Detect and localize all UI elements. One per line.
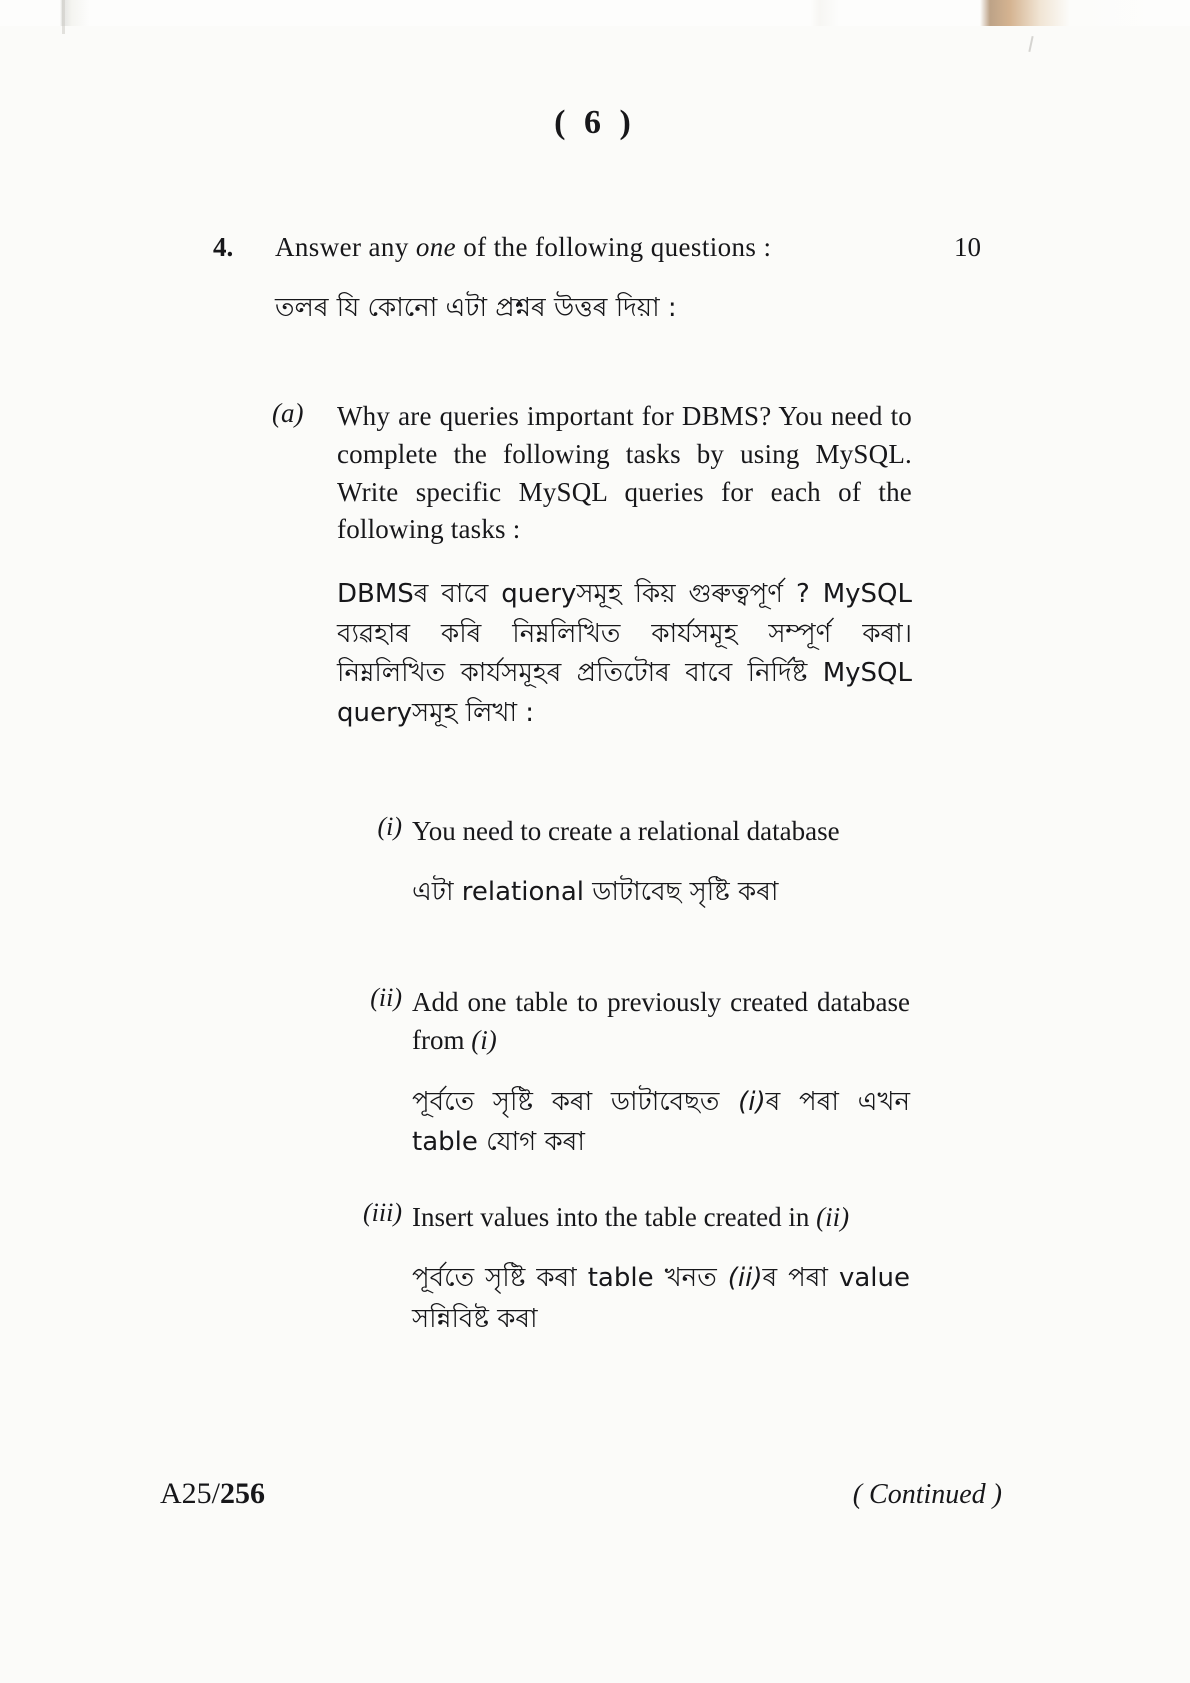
sub-item-ii-label: (ii) bbox=[370, 983, 402, 1012]
sub-item-iii bbox=[340, 1198, 910, 1339]
scan-artifact-top-edge bbox=[0, 0, 1190, 26]
sub-item-ii-en-pre: Add one table to previously created database from bbox=[412, 987, 910, 1056]
sub-item-iii-as-post: ৰ পৰা value সন্নিবিষ্ট কৰা bbox=[412, 1263, 911, 1334]
sub-item-iii-text-assamese bbox=[412, 1258, 910, 1339]
part-a-body bbox=[337, 398, 912, 733]
sub-item-ii-as-reference: (i) bbox=[738, 1086, 766, 1117]
sub-item-ii-en-reference: (i) bbox=[471, 1025, 497, 1056]
sub-item-ii bbox=[340, 983, 910, 1162]
part-a-label: (a) bbox=[272, 398, 304, 428]
page-number: ( 6 ) bbox=[554, 104, 636, 141]
sub-item-ii-as-pre: পূৰ্বতে সৃষ্টি কৰা ডাটাবেছত bbox=[412, 1086, 739, 1117]
part-a-text-assamese: DBMSৰ বাবে queryসমূহ কিয় গুৰুত্বপূৰ্ণ ? MySQL ব্যৱহাৰ কৰি নিম্নলিখিত কাৰ্যসমূহ সম্পূৰ্ণ কৰা। নিম্নলিখিত কাৰ্যসমূহৰ প্ৰতিটোৰ বাবে নিৰ্দিষ্ট MySQL queryসমূহ লিখা : bbox=[337, 579, 912, 728]
footer-paper-code-prefix: A25/ bbox=[160, 1477, 220, 1510]
footer-paper-code-suffix: 256 bbox=[220, 1477, 265, 1510]
sub-item-iii-en-pre: Insert values into the table created in bbox=[412, 1202, 817, 1232]
question-stem-assamese: তলৰ যি কোনো এটা প্ৰশ্নৰ উত্তৰ দিয়া : bbox=[275, 293, 677, 323]
sub-item-i-body bbox=[412, 812, 910, 913]
sub-item-iii-as-pre: পূৰ্বতে সৃষ্টি কৰা table খনত bbox=[412, 1263, 728, 1294]
question-marks: 10 bbox=[954, 232, 981, 262]
question-stem-post: of the following questions : bbox=[456, 232, 772, 262]
sub-item-iii-body bbox=[412, 1198, 910, 1339]
sub-item-iii-label: (iii) bbox=[363, 1198, 402, 1227]
footer-paper-code bbox=[160, 1477, 265, 1511]
footer-continued-label: ( Continued ) bbox=[852, 1479, 1002, 1510]
part-a-text-english: Why are queries important for DBMS? You need to complete the following tasks by using MySQL. Write specific MySQL queries for each of the following tasks : bbox=[337, 401, 912, 545]
sub-item-iii-as-reference: (ii) bbox=[727, 1263, 763, 1294]
sub-item-i-label: (i) bbox=[377, 812, 402, 841]
scan-artifact-tick bbox=[1028, 36, 1033, 52]
question-stem-pre: Answer any bbox=[275, 232, 416, 262]
question-4-heading bbox=[213, 232, 1003, 263]
sub-item-ii-text-assamese bbox=[412, 1082, 910, 1163]
sub-item-ii-body bbox=[412, 983, 910, 1162]
part-a bbox=[272, 398, 912, 733]
question-stem-english bbox=[275, 232, 771, 263]
question-stem-emphasis: one bbox=[415, 232, 457, 262]
scan-artifact-left-mark bbox=[62, 0, 65, 34]
sub-item-i-text-english: You need to create a relational database bbox=[412, 816, 840, 846]
sub-item-iii-text-english bbox=[412, 1198, 910, 1236]
question-4-block bbox=[213, 232, 1003, 331]
sub-item-ii-as-post: ৰ পৰা এখন table যোগ কৰা bbox=[412, 1086, 910, 1157]
sub-item-ii-text-english bbox=[412, 983, 910, 1060]
sub-item-iii-en-reference: (ii) bbox=[816, 1202, 850, 1232]
sub-item-i bbox=[340, 812, 910, 913]
question-number: 4. bbox=[213, 232, 234, 262]
sub-item-i-text-assamese: এটা relational ডাটাবেছ সৃষ্টি কৰা bbox=[412, 877, 779, 908]
